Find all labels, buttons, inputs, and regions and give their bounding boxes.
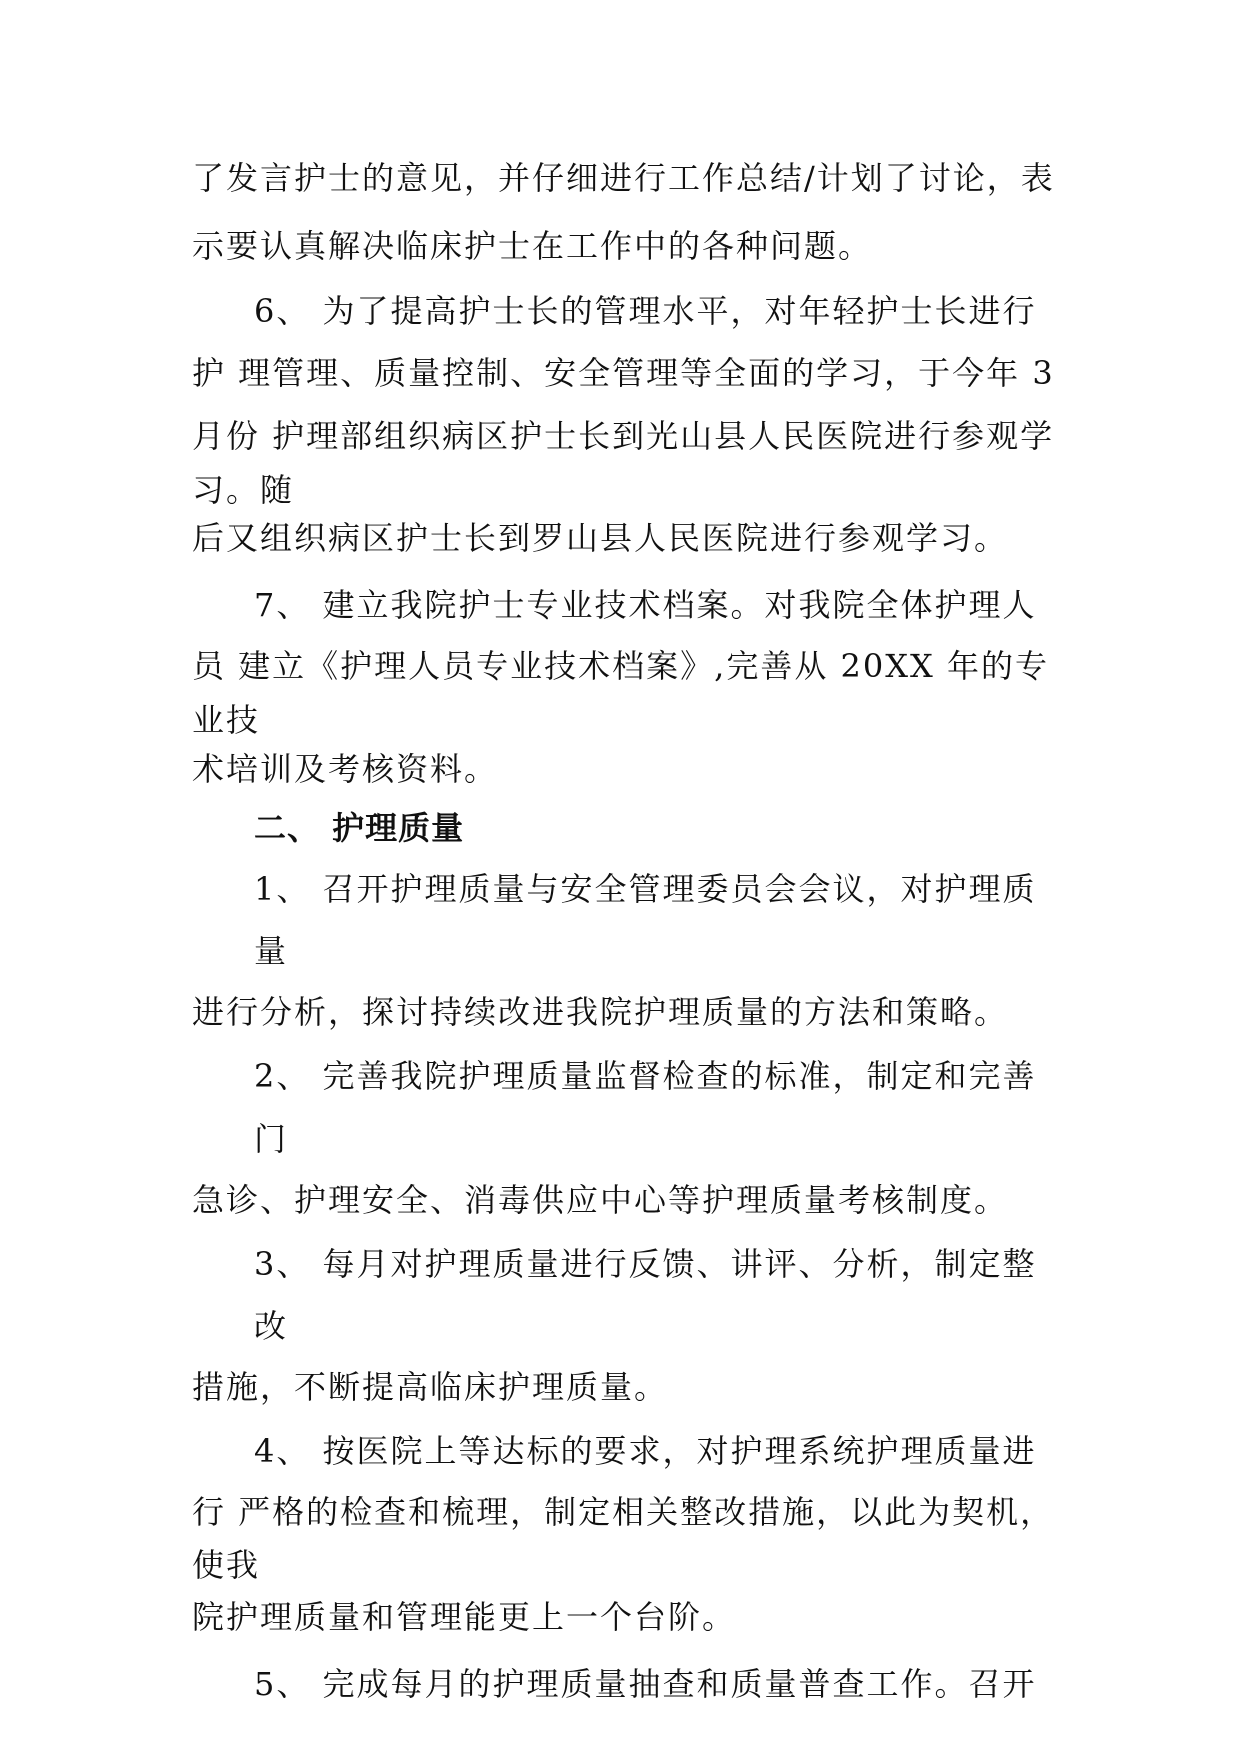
text-line: 1、 召开护理质量与安全管理委员会会议，对护理质: [254, 870, 1037, 908]
text-line: 措施，不断提高临床护理质量。: [192, 1368, 669, 1406]
text-line: 了发言护士的意见，并仔细进行工作总结/计划了讨论，表: [192, 159, 1055, 197]
text-line: 5、 完成每月的护理质量抽查和质量普查工作。召开: [254, 1665, 1037, 1703]
text-line: 护 理管理、质量控制、安全管理等全面的学习，于今年 3: [192, 354, 1055, 392]
text-line: 术培训及考核资料。: [192, 750, 499, 788]
text-line: 业技: [192, 701, 261, 739]
text-line: 员 建立《护理人员专业技术档案》,完善从 20XX 年的专: [192, 647, 1049, 685]
text-line: 院护理质量和管理能更上一个台阶。: [192, 1598, 737, 1636]
text-line: 后又组织病区护士长到罗山县人民医院进行参观学习。: [192, 519, 1009, 557]
text-line: 门: [254, 1120, 289, 1158]
text-line: 6、 为了提高护士长的管理水平，对年轻护士长进行: [254, 292, 1037, 330]
text-line: 习。随: [192, 471, 295, 509]
text-line: 使我: [192, 1546, 261, 1584]
text-line: 改: [254, 1307, 289, 1345]
text-line: 进行分析，探讨持续改进我院护理质量的方法和策略。: [192, 993, 1009, 1031]
text-line: 月份 护理部组织病区护士长到光山县人民医院进行参观学: [192, 417, 1055, 455]
text-line: 示要认真解决临床护士在工作中的各种问题。: [192, 227, 873, 265]
text-line: 急诊、护理安全、消毒供应中心等护理质量考核制度。: [192, 1181, 1009, 1219]
text-line: 行 严格的检查和梳理，制定相关整改措施，以此为契机，: [192, 1493, 1055, 1531]
text-line: 2、 完善我院护理质量监督检查的标准，制定和完善: [254, 1057, 1037, 1095]
section-heading: 二、 护理质量: [254, 809, 465, 847]
text-line: 3、 每月对护理质量进行反馈、讲评、分析，制定整: [254, 1245, 1037, 1283]
text-line: 量: [254, 932, 289, 970]
text-line: 4、 按医院上等达标的要求，对护理系统护理质量进: [254, 1432, 1037, 1470]
text-line: 7、 建立我院护士专业技术档案。对我院全体护理人: [254, 586, 1037, 624]
